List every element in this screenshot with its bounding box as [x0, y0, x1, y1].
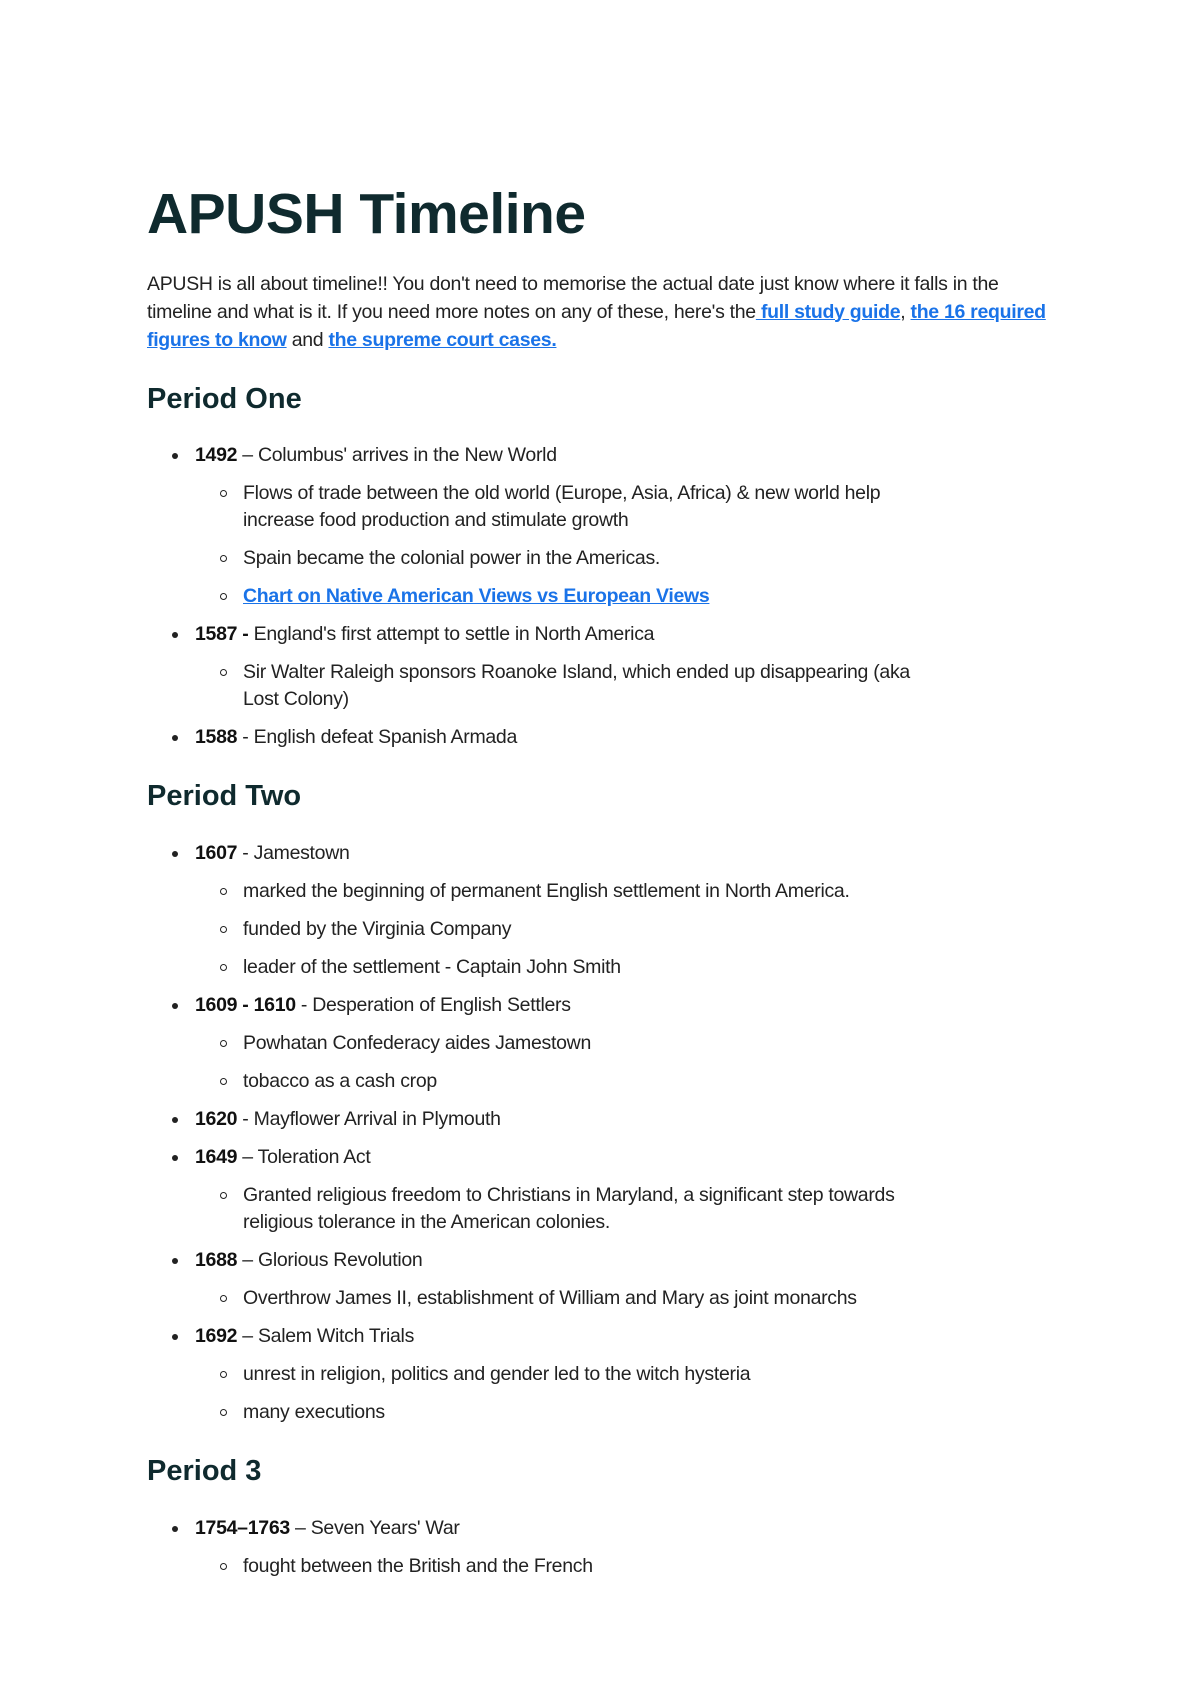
hollow-bullet-icon — [220, 1192, 227, 1199]
bullet-icon — [172, 1334, 178, 1340]
event-year: 1492 — [195, 444, 238, 467]
bullet-icon — [172, 735, 178, 741]
sub-item — [195, 583, 943, 610]
event-year: 1620 — [195, 1108, 238, 1131]
event-text: Seven Years' War — [310, 1516, 460, 1539]
bullet-icon — [172, 1258, 178, 1264]
hollow-bullet-icon — [220, 1040, 227, 1047]
event-text: Salem Witch Trials — [257, 1325, 415, 1348]
sub-item-text: Granted religious freedom to Christians in Maryland, a significant step towards religious tolerance in the American colonies. — [243, 1184, 895, 1234]
sub-item-text: Spain became the colonial power in the Americas. — [243, 547, 661, 570]
sub-list — [195, 1361, 1047, 1426]
event-year: 1609 - 1610 — [195, 994, 296, 1017]
sub-item — [195, 1285, 943, 1312]
event-text: Desperation of English Settlers — [312, 994, 571, 1017]
sub-item-text: marked the beginning of permanent English settlement in North America. — [243, 880, 850, 903]
hollow-bullet-icon — [220, 1563, 227, 1570]
bullet-icon — [172, 1003, 178, 1009]
intro-paragraph — [147, 270, 1047, 354]
sub-item — [195, 1068, 943, 1095]
sub-item — [195, 1361, 943, 1388]
hollow-bullet-icon — [220, 1078, 227, 1085]
sub-item-text: fought between the British and the French — [243, 1554, 593, 1577]
sub-item — [195, 878, 943, 905]
timeline-item — [147, 724, 1047, 751]
supreme-court-cases-link[interactable]: the supreme court cases. — [328, 328, 557, 351]
event-separator: – — [237, 1249, 258, 1272]
sub-item — [195, 954, 943, 981]
sub-list — [195, 1553, 1047, 1580]
hollow-bullet-icon — [220, 555, 227, 562]
sub-item-text: Flows of trade between the old world (Europe, Asia, Africa) & new world help increase food production and stimulate growth — [243, 482, 881, 532]
timeline-list — [147, 840, 1047, 1426]
timeline-item — [147, 442, 1047, 610]
section-heading-period-one: Period One — [147, 382, 302, 415]
bullet-icon — [172, 851, 178, 857]
sub-list — [195, 1285, 1047, 1312]
sub-list — [195, 659, 1047, 713]
sub-item — [195, 1399, 943, 1426]
event-separator: – — [237, 1146, 258, 1169]
intro-separator: and — [286, 328, 329, 351]
sub-item — [195, 659, 943, 713]
event-separator: - — [237, 726, 254, 749]
sub-list — [195, 480, 1047, 610]
sub-item-text: unrest in religion, politics and gender led to the witch hysteria — [243, 1363, 751, 1386]
event-text: Glorious Revolution — [257, 1249, 423, 1272]
section-heading-period-two: Period Two — [147, 780, 302, 813]
event-year: 1692 — [195, 1325, 238, 1348]
event-separator: - — [237, 842, 254, 865]
page-title: APUSH Timeline — [147, 182, 586, 246]
sub-item-text: Powhatan Confederacy aides Jamestown — [243, 1032, 591, 1055]
sub-list — [195, 1030, 1047, 1095]
sub-item-text: many executions — [243, 1401, 385, 1424]
event-year: 1688 — [195, 1249, 238, 1272]
document-page — [147, 182, 1047, 1591]
event-separator: – — [237, 444, 258, 467]
event-separator: – — [237, 1325, 258, 1348]
event-separator: – — [289, 1516, 311, 1539]
event-year: 1588 — [195, 726, 238, 749]
event-year: 1649 — [195, 1146, 238, 1169]
timeline-list — [147, 1515, 1047, 1580]
event-text: Toleration Act — [257, 1146, 371, 1169]
intro-text: APUSH is all about timeline!! You don't need to memorise the actual date just know where it falls in the timeline and what is it. If you need more notes on any of these, here's the — [147, 272, 999, 323]
hollow-bullet-icon — [220, 669, 227, 676]
sub-item — [195, 1553, 943, 1580]
sub-item-text: funded by the Virginia Company — [243, 918, 512, 941]
hollow-bullet-icon — [220, 1371, 227, 1378]
hollow-bullet-icon — [220, 926, 227, 933]
event-separator: - — [295, 994, 313, 1017]
sub-item — [195, 916, 943, 943]
sub-item-text: tobacco as a cash crop — [243, 1070, 437, 1093]
hollow-bullet-icon — [220, 1295, 227, 1302]
event-text: English defeat Spanish Armada — [253, 726, 518, 749]
full-study-guide-link[interactable]: full study guide — [755, 300, 901, 323]
hollow-bullet-icon — [220, 490, 227, 497]
native-american-chart-link[interactable]: Chart on Native American Views vs European Views — [243, 585, 710, 608]
timeline-item — [147, 1144, 1047, 1236]
intro-separator: , — [900, 300, 911, 323]
hollow-bullet-icon — [220, 964, 227, 971]
bullet-icon — [172, 632, 178, 638]
hollow-bullet-icon — [220, 1409, 227, 1416]
sub-item — [195, 480, 943, 534]
sub-list — [195, 878, 1047, 981]
timeline-item — [147, 1323, 1047, 1426]
bullet-icon — [172, 1155, 178, 1161]
timeline-item — [147, 1106, 1047, 1133]
sub-item-text: leader of the settlement - Captain John Smith — [243, 956, 621, 979]
event-year: 1607 — [195, 842, 238, 865]
timeline-item — [147, 621, 1047, 713]
bullet-icon — [172, 453, 178, 459]
event-year: 1754–1763 — [195, 1516, 290, 1539]
bullet-icon — [172, 1526, 178, 1532]
sub-item-text: Sir Walter Raleigh sponsors Roanoke Island, which ended up disappearing (aka Lost Colony) — [243, 661, 910, 711]
event-year: 1587 - — [195, 623, 249, 646]
section-heading-period-3: Period 3 — [147, 1455, 262, 1488]
bullet-icon — [172, 1117, 178, 1123]
required-figures-link[interactable]: the 16 required figures to know — [147, 300, 1046, 351]
timeline-item — [147, 840, 1047, 981]
timeline-item — [147, 1515, 1047, 1580]
sub-item — [195, 1182, 943, 1236]
sub-item — [195, 545, 943, 572]
sub-list — [195, 1182, 1047, 1236]
timeline-list — [147, 442, 1047, 751]
hollow-bullet-icon — [220, 593, 227, 600]
sub-item — [195, 1030, 943, 1057]
timeline-item — [147, 1247, 1047, 1312]
event-text: Mayflower Arrival in Plymouth — [253, 1108, 501, 1131]
sub-item-text: Overthrow James II, establishment of William and Mary as joint monarchs — [243, 1287, 857, 1310]
event-text: Columbus' arrives in the New World — [257, 444, 557, 467]
event-text: Jamestown — [253, 842, 350, 865]
event-separator: - — [237, 1108, 254, 1131]
hollow-bullet-icon — [220, 888, 227, 895]
event-text: England's first attempt to settle in North America — [253, 623, 655, 646]
timeline-item — [147, 992, 1047, 1095]
